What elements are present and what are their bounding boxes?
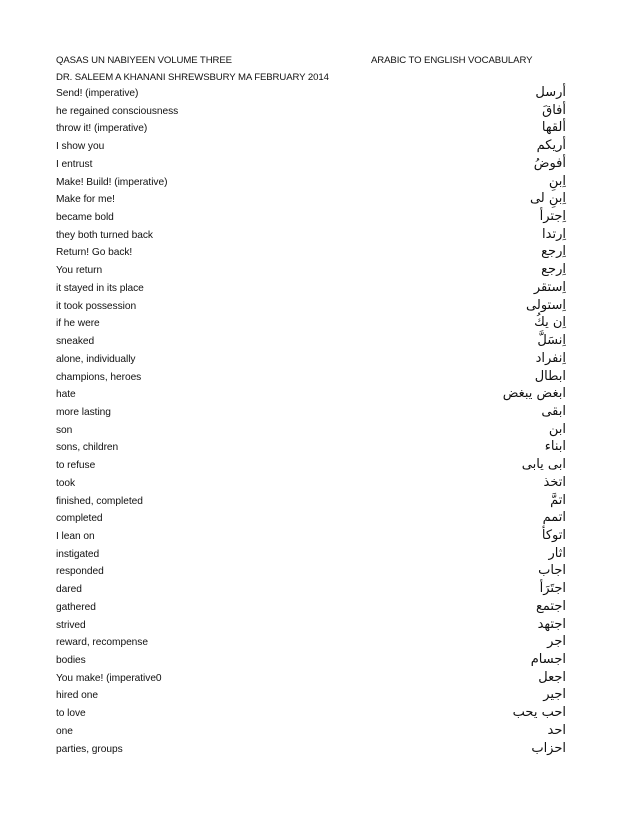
vocabulary-row — [56, 528, 566, 546]
arabic-term: اجتَرَأ — [539, 581, 566, 597]
arabic-term: ألقها — [541, 120, 566, 136]
english-term: instigated — [56, 548, 100, 560]
vocabulary-row — [56, 386, 566, 404]
english-term: parties, groups — [56, 743, 123, 755]
english-term: bodies — [56, 655, 86, 666]
english-term: Return! Go back! — [56, 247, 133, 259]
arabic-term: اِبنِ لی — [529, 191, 566, 207]
english-term: reward, recompense — [56, 637, 148, 649]
arabic-term: اتخذ — [543, 474, 566, 490]
vocabulary-row — [56, 705, 566, 723]
english-term: You make! (imperative0 — [56, 672, 162, 684]
english-term: throw it! (imperative) — [56, 123, 148, 135]
arabic-term: اتمَّ — [550, 492, 566, 508]
english-term: to refuse — [56, 460, 96, 472]
english-term: he regained consciousness — [56, 105, 179, 117]
vocabulary-row — [56, 404, 566, 422]
vocabulary-row — [56, 563, 566, 581]
vocabulary-row — [56, 103, 566, 121]
arabic-term: اجعل — [538, 669, 566, 685]
english-term: hired one — [56, 690, 99, 702]
arabic-term: اِستولی — [526, 297, 566, 313]
arabic-term: اِستقر — [533, 279, 566, 295]
english-term: more lasting — [56, 406, 111, 418]
vocabulary-row — [56, 138, 566, 156]
arabic-term: اِن يكُ — [534, 315, 566, 331]
english-term: they both turned back — [56, 229, 153, 241]
english-term: gathered — [56, 601, 96, 613]
english-term: champions, heroes — [56, 371, 142, 383]
vocabulary-row — [56, 191, 566, 209]
arabic-term: اتوكأ — [541, 527, 566, 543]
vocabulary-row — [56, 120, 566, 138]
arabic-term: ابقی — [541, 403, 566, 419]
english-term: I entrust — [56, 158, 93, 170]
english-term: it took possession — [56, 300, 137, 312]
arabic-term: أفوضُ — [533, 155, 566, 171]
vocabulary-row — [56, 369, 566, 387]
vocabulary-list — [56, 85, 566, 758]
arabic-term: ابغض يبغض — [502, 386, 566, 402]
vocabulary-row — [56, 634, 566, 652]
vocabulary-row — [56, 298, 566, 316]
arabic-term: اجتهد — [537, 616, 566, 632]
arabic-term: احب يحب — [512, 705, 566, 721]
english-term: sons, children — [56, 442, 119, 454]
vocabulary-row — [56, 262, 566, 280]
arabic-term: أرسل — [535, 85, 566, 100]
vocabulary-row — [56, 351, 566, 369]
arabic-term: احد — [547, 722, 566, 738]
vocabulary-row — [56, 670, 566, 688]
english-term: took — [56, 477, 76, 489]
vocabulary-row — [56, 280, 566, 298]
arabic-term: ابی يابی — [521, 457, 566, 473]
english-term: if he were — [56, 318, 100, 330]
vocabulary-row — [56, 174, 566, 192]
vocabulary-row — [56, 227, 566, 245]
vocabulary-row — [56, 333, 566, 351]
arabic-term: اِبنِ — [548, 173, 566, 189]
vocabulary-row — [56, 209, 566, 227]
vocabulary-row — [56, 457, 566, 475]
english-term: dared — [56, 584, 82, 596]
arabic-term: اجر — [547, 634, 566, 650]
arabic-term: اِنفراد — [535, 350, 566, 366]
english-term: it stayed in its place — [56, 282, 144, 294]
vocabulary-row — [56, 546, 566, 564]
vocabulary-row — [56, 156, 566, 174]
vocabulary-row — [56, 85, 566, 103]
english-term: one — [56, 725, 73, 737]
arabic-term: اِجترأ — [539, 209, 566, 225]
arabic-term: اِرجع — [541, 262, 566, 278]
english-term: I lean on — [56, 530, 95, 542]
vocabulary-row — [56, 439, 566, 457]
vocabulary-row — [56, 510, 566, 528]
english-term: responded — [56, 566, 104, 578]
vocabulary-row — [56, 652, 566, 670]
english-term: completed — [56, 513, 103, 525]
english-term: alone, individually — [56, 353, 136, 365]
book-title: QASAS UN NABIYEEN VOLUME THREE — [56, 55, 232, 66]
english-term: hate — [56, 389, 76, 401]
english-term: sneaked — [56, 336, 95, 348]
english-term: I show you — [56, 141, 105, 153]
english-term: You return — [56, 265, 103, 277]
arabic-term: اجسام — [530, 652, 566, 667]
vocabulary-row — [56, 617, 566, 635]
author-line: DR. SALEEM A KHANANI SHREWSBURY MA FEBRUARY 2014 — [56, 72, 329, 83]
arabic-term: اثار — [548, 545, 566, 561]
arabic-term: اِرجع — [541, 244, 566, 260]
arabic-term: ابطال — [534, 368, 566, 384]
arabic-term: اجاب — [538, 563, 566, 579]
english-term: son — [56, 424, 73, 436]
vocabulary-row — [56, 422, 566, 440]
english-term: Make for me! — [56, 194, 115, 206]
vocabulary-row — [56, 599, 566, 617]
arabic-term: احزاب — [531, 740, 566, 756]
arabic-term: أفاقَ — [542, 102, 566, 118]
arabic-term: اِرتدا — [542, 226, 566, 242]
english-term: Make! Build! (imperative) — [56, 176, 168, 188]
arabic-term: اتمم — [542, 510, 566, 526]
vocabulary-row — [56, 315, 566, 333]
vocabulary-row — [56, 581, 566, 599]
arabic-term: اجتمع — [535, 598, 566, 614]
arabic-term: أريكم — [536, 138, 566, 154]
vocabulary-row — [56, 475, 566, 493]
english-term: finished, completed — [56, 495, 143, 507]
vocabulary-row — [56, 741, 566, 759]
vocabulary-row — [56, 723, 566, 741]
english-term: Send! (imperative) — [56, 88, 139, 99]
vocabulary-row — [56, 687, 566, 705]
vocabulary-row — [56, 244, 566, 262]
arabic-term: ابن — [548, 421, 566, 437]
arabic-term: اجير — [543, 687, 566, 703]
english-term: became bold — [56, 212, 114, 224]
arabic-term: ابناء — [544, 439, 566, 455]
vocabulary-title: ARABIC TO ENGLISH VOCABULARY — [371, 55, 533, 66]
english-term: strived — [56, 619, 86, 631]
vocabulary-row — [56, 493, 566, 511]
arabic-term: اِنسَلَّ — [537, 333, 566, 349]
english-term: to love — [56, 708, 86, 720]
